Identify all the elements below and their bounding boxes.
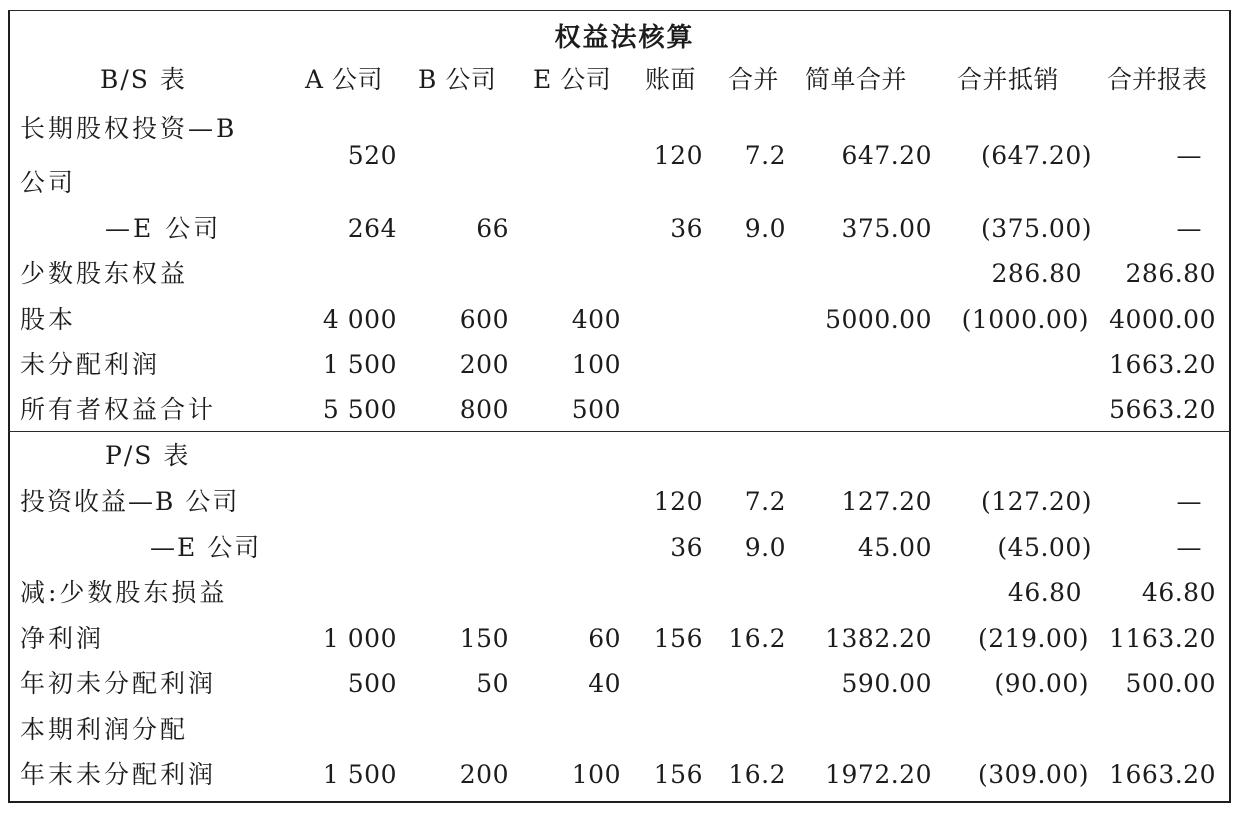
- cell-simple: 5000.00: [825, 305, 932, 334]
- cell-e: 100: [571, 760, 621, 789]
- cell-elimination: (219.00): [978, 624, 1089, 653]
- cell-elimination: (375.00): [981, 214, 1092, 243]
- cell-a: 264: [347, 214, 397, 243]
- cell-consolidation: 9.0: [744, 214, 786, 243]
- cell-a: 520: [347, 141, 397, 170]
- cell-book: 120: [653, 487, 703, 516]
- cell-e: 100: [571, 350, 621, 379]
- table-row: [0, 207, 1249, 251]
- ps-section-label: P/S 表: [105, 441, 191, 470]
- cell-b: 50: [476, 669, 509, 698]
- cell-statement: 4000.00: [1109, 305, 1216, 334]
- cell-elimination: (45.00): [997, 533, 1092, 562]
- cell-book: 156: [653, 624, 703, 653]
- table-row: [0, 161, 1249, 205]
- header-b-company: B 公司: [418, 65, 497, 94]
- cell-e: 500: [571, 395, 621, 424]
- table-row: [0, 571, 1249, 615]
- row-label: —E 公司: [105, 214, 222, 243]
- cell-statement: —: [1176, 141, 1202, 170]
- cell-b: 200: [459, 760, 509, 789]
- cell-b: 200: [459, 350, 509, 379]
- cell-elimination: (647.20): [981, 141, 1092, 170]
- cell-a: 5 500: [322, 395, 397, 424]
- table-row: [0, 526, 1249, 570]
- header-book-value: 账面: [645, 65, 697, 94]
- cell-statement: —: [1176, 214, 1202, 243]
- cell-simple: 375.00: [841, 214, 932, 243]
- cell-simple: 1382.20: [825, 624, 932, 653]
- cell-elimination: (1000.00): [961, 305, 1089, 334]
- row-label: 未分配利润: [20, 350, 161, 379]
- ps-header-row: [0, 434, 1249, 478]
- cell-elimination: (309.00): [978, 760, 1089, 789]
- cell-a: 1 000: [322, 624, 397, 653]
- cell-b: 66: [476, 214, 509, 243]
- table-row: [0, 343, 1249, 387]
- table-row: [0, 708, 1249, 752]
- cell-statement: 1163.20: [1109, 624, 1216, 653]
- header-elimination: 合并抵销: [957, 65, 1060, 94]
- cell-statement: —: [1176, 487, 1202, 516]
- cell-book: 120: [653, 141, 703, 170]
- row-label: 所有者权益合计: [20, 395, 217, 424]
- cell-a: 500: [347, 669, 397, 698]
- bs-section-label: B/S 表: [100, 65, 187, 94]
- header-row: [0, 58, 1249, 102]
- table-row: [0, 252, 1249, 296]
- cell-e: 40: [588, 669, 621, 698]
- row-label: 年末未分配利润: [20, 760, 217, 789]
- table-row: [0, 298, 1249, 342]
- cell-simple: 647.20: [841, 141, 932, 170]
- cell-statement: 500.00: [1125, 669, 1216, 698]
- cell-elimination: (127.20): [981, 487, 1092, 516]
- row-label: 少数股东权益: [20, 259, 189, 288]
- cell-elimination: (90.00): [994, 669, 1089, 698]
- row-label: 本期利润分配: [20, 715, 189, 744]
- row-label: 公司: [20, 168, 77, 197]
- cell-b: 600: [459, 305, 509, 334]
- table-row: [0, 388, 1249, 432]
- cell-simple: 590.00: [841, 669, 932, 698]
- cell-consolidation: 16.2: [728, 624, 786, 653]
- row-label: 年初未分配利润: [20, 669, 217, 698]
- cell-a: 1 500: [322, 350, 397, 379]
- cell-elimination: 46.80: [1007, 578, 1082, 607]
- table-title: 权益法核算: [554, 23, 695, 53]
- cell-book: 36: [670, 214, 703, 243]
- row-label: —E 公司: [150, 533, 262, 562]
- cell-b: 150: [459, 624, 509, 653]
- cell-elimination: 286.80: [991, 259, 1082, 288]
- table-row: [0, 753, 1249, 797]
- table-row: [0, 480, 1249, 524]
- cell-statement: 1663.20: [1109, 760, 1216, 789]
- header-consolidated-statement: 合并报表: [1107, 65, 1208, 94]
- header-consolidation: 合并: [728, 65, 780, 94]
- cell-e: 400: [571, 305, 621, 334]
- cell-statement: 286.80: [1125, 259, 1216, 288]
- cell-consolidation: 7.2: [744, 141, 786, 170]
- cell-consolidation: 16.2: [728, 760, 786, 789]
- row-label: 净利润: [20, 624, 105, 653]
- table-row: [0, 662, 1249, 706]
- cell-consolidation: 7.2: [744, 487, 786, 516]
- cell-a: 1 500: [322, 760, 397, 789]
- header-a-company: A 公司: [305, 65, 384, 94]
- cell-statement: 46.80: [1141, 578, 1216, 607]
- cell-statement: —: [1176, 533, 1202, 562]
- header-simple-consolidation: 简单合并: [805, 65, 908, 94]
- table-row: [0, 617, 1249, 661]
- cell-b: 800: [459, 395, 509, 424]
- cell-book: 156: [653, 760, 703, 789]
- cell-statement: 5663.20: [1109, 395, 1216, 424]
- header-e-company: E 公司: [533, 65, 612, 94]
- row-label: 投资收益—B 公司: [20, 487, 240, 516]
- cell-book: 36: [670, 533, 703, 562]
- cell-simple: 45.00: [857, 533, 932, 562]
- cell-a: 4 000: [322, 305, 397, 334]
- row-label: 减:少数股东损益: [20, 578, 228, 607]
- cell-simple: 1972.20: [825, 760, 932, 789]
- cell-e: 60: [588, 624, 621, 653]
- cell-statement: 1663.20: [1109, 350, 1216, 379]
- cell-simple: 127.20: [841, 487, 932, 516]
- row-label: 长期股权投资—B: [20, 114, 238, 143]
- cell-consolidation: 9.0: [744, 533, 786, 562]
- row-label: 股本: [20, 305, 77, 334]
